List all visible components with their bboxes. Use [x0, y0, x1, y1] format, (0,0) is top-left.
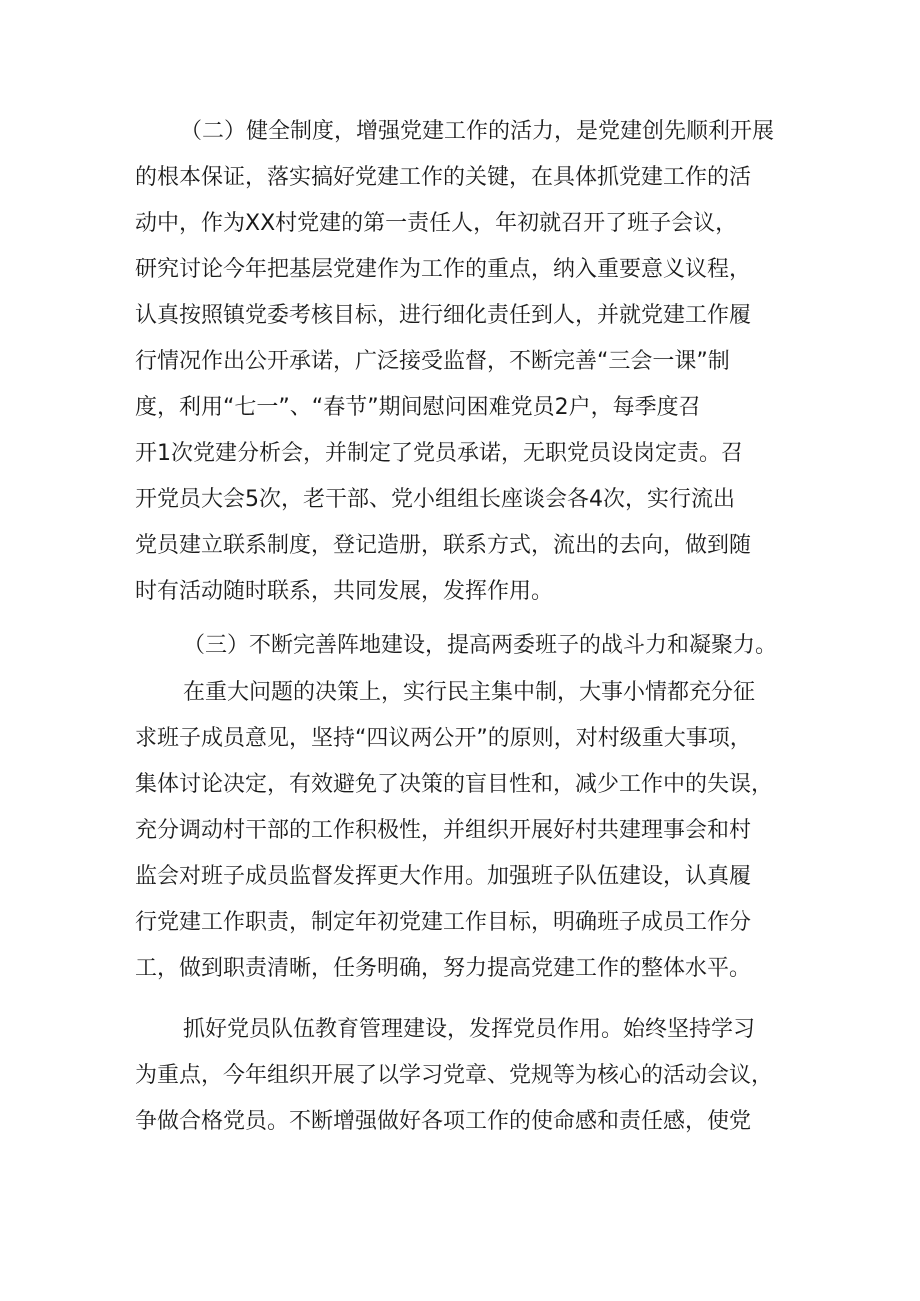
p3-line-3: 集体讨论决定，有效避免了决策的盲目性和，减少工作中的失误， [135, 772, 774, 797]
p3-line-1: 在重大问题的决策上，实行民主集中制，大事小情都充分征 [183, 680, 756, 705]
p2-line-4: 研究讨论今年把基层党建作为工作的重点，纳入重要意义议程， [135, 257, 752, 282]
p2-line-1: （二）健全制度，增强党建工作的活力，是党建创先顺利开展 [180, 119, 775, 144]
p3-line-7: 工，做到职责清晰，任务明确，努力提高党建工作的整体水平。 [135, 956, 752, 981]
p2-line-2: 的根本保证，落实搞好党建工作的关键，在具体抓党建工作的活 [135, 165, 752, 190]
p2-line-3: 动中，作为XX村党建的第一责任人，年初就召开了班子会议， [135, 211, 738, 236]
p3-line-2: 求班子成员意见，坚持“四议两公开”的原则，对村级重大事项， [135, 726, 752, 751]
p2-line-7: 度，利用“七一”、“春节”期间慰问困难党员2户，每季度召 [135, 395, 701, 420]
p2-line-9: 开党员大会5次，老干部、党小组组长座谈会各4次，实行流出 [135, 487, 735, 512]
p4-line-3: 争做合格党员。不断增强做好各项工作的使命感和责任感，使党 [135, 1109, 752, 1134]
p2-line-5: 认真按照镇党委考核目标，进行细化责任到人，并就党建工作履 [135, 303, 752, 328]
p2-line-11: 时有活动随时联系，共同发展，发挥作用。 [135, 579, 554, 604]
p3-line-5: 监会对班子成员监督发挥更大作用。加强班子队伍建设，认真履 [135, 864, 752, 889]
p2-line-10: 党员建立联系制度，登记造册，联系方式，流出的去向，做到随 [135, 533, 752, 558]
p3-line-4: 充分调动村干部的工作积极性，并组织开展好村共建理事会和村 [135, 818, 752, 843]
section-heading-3: （三）不断完善阵地建设，提高两委班子的战斗力和凝聚力。 [183, 633, 778, 658]
p2-line-6: 行情况作出公开承诺，广泛接受监督，不断完善“三会一课”制 [135, 349, 730, 374]
p2-line-8: 开1次党建分析会，并制定了党员承诺，无职党员设岗定责。召 [135, 441, 743, 466]
p4-line-1: 抓好党员队伍教育管理建设，发挥党员作用。始终坚持学习 [183, 1017, 756, 1042]
p3-line-6: 行党建工作职责，制定年初党建工作目标，明确班子成员工作分 [135, 910, 752, 935]
p4-line-2: 为重点，今年组织开展了以学习党章、党规等为核心的活动会议， [135, 1063, 774, 1088]
